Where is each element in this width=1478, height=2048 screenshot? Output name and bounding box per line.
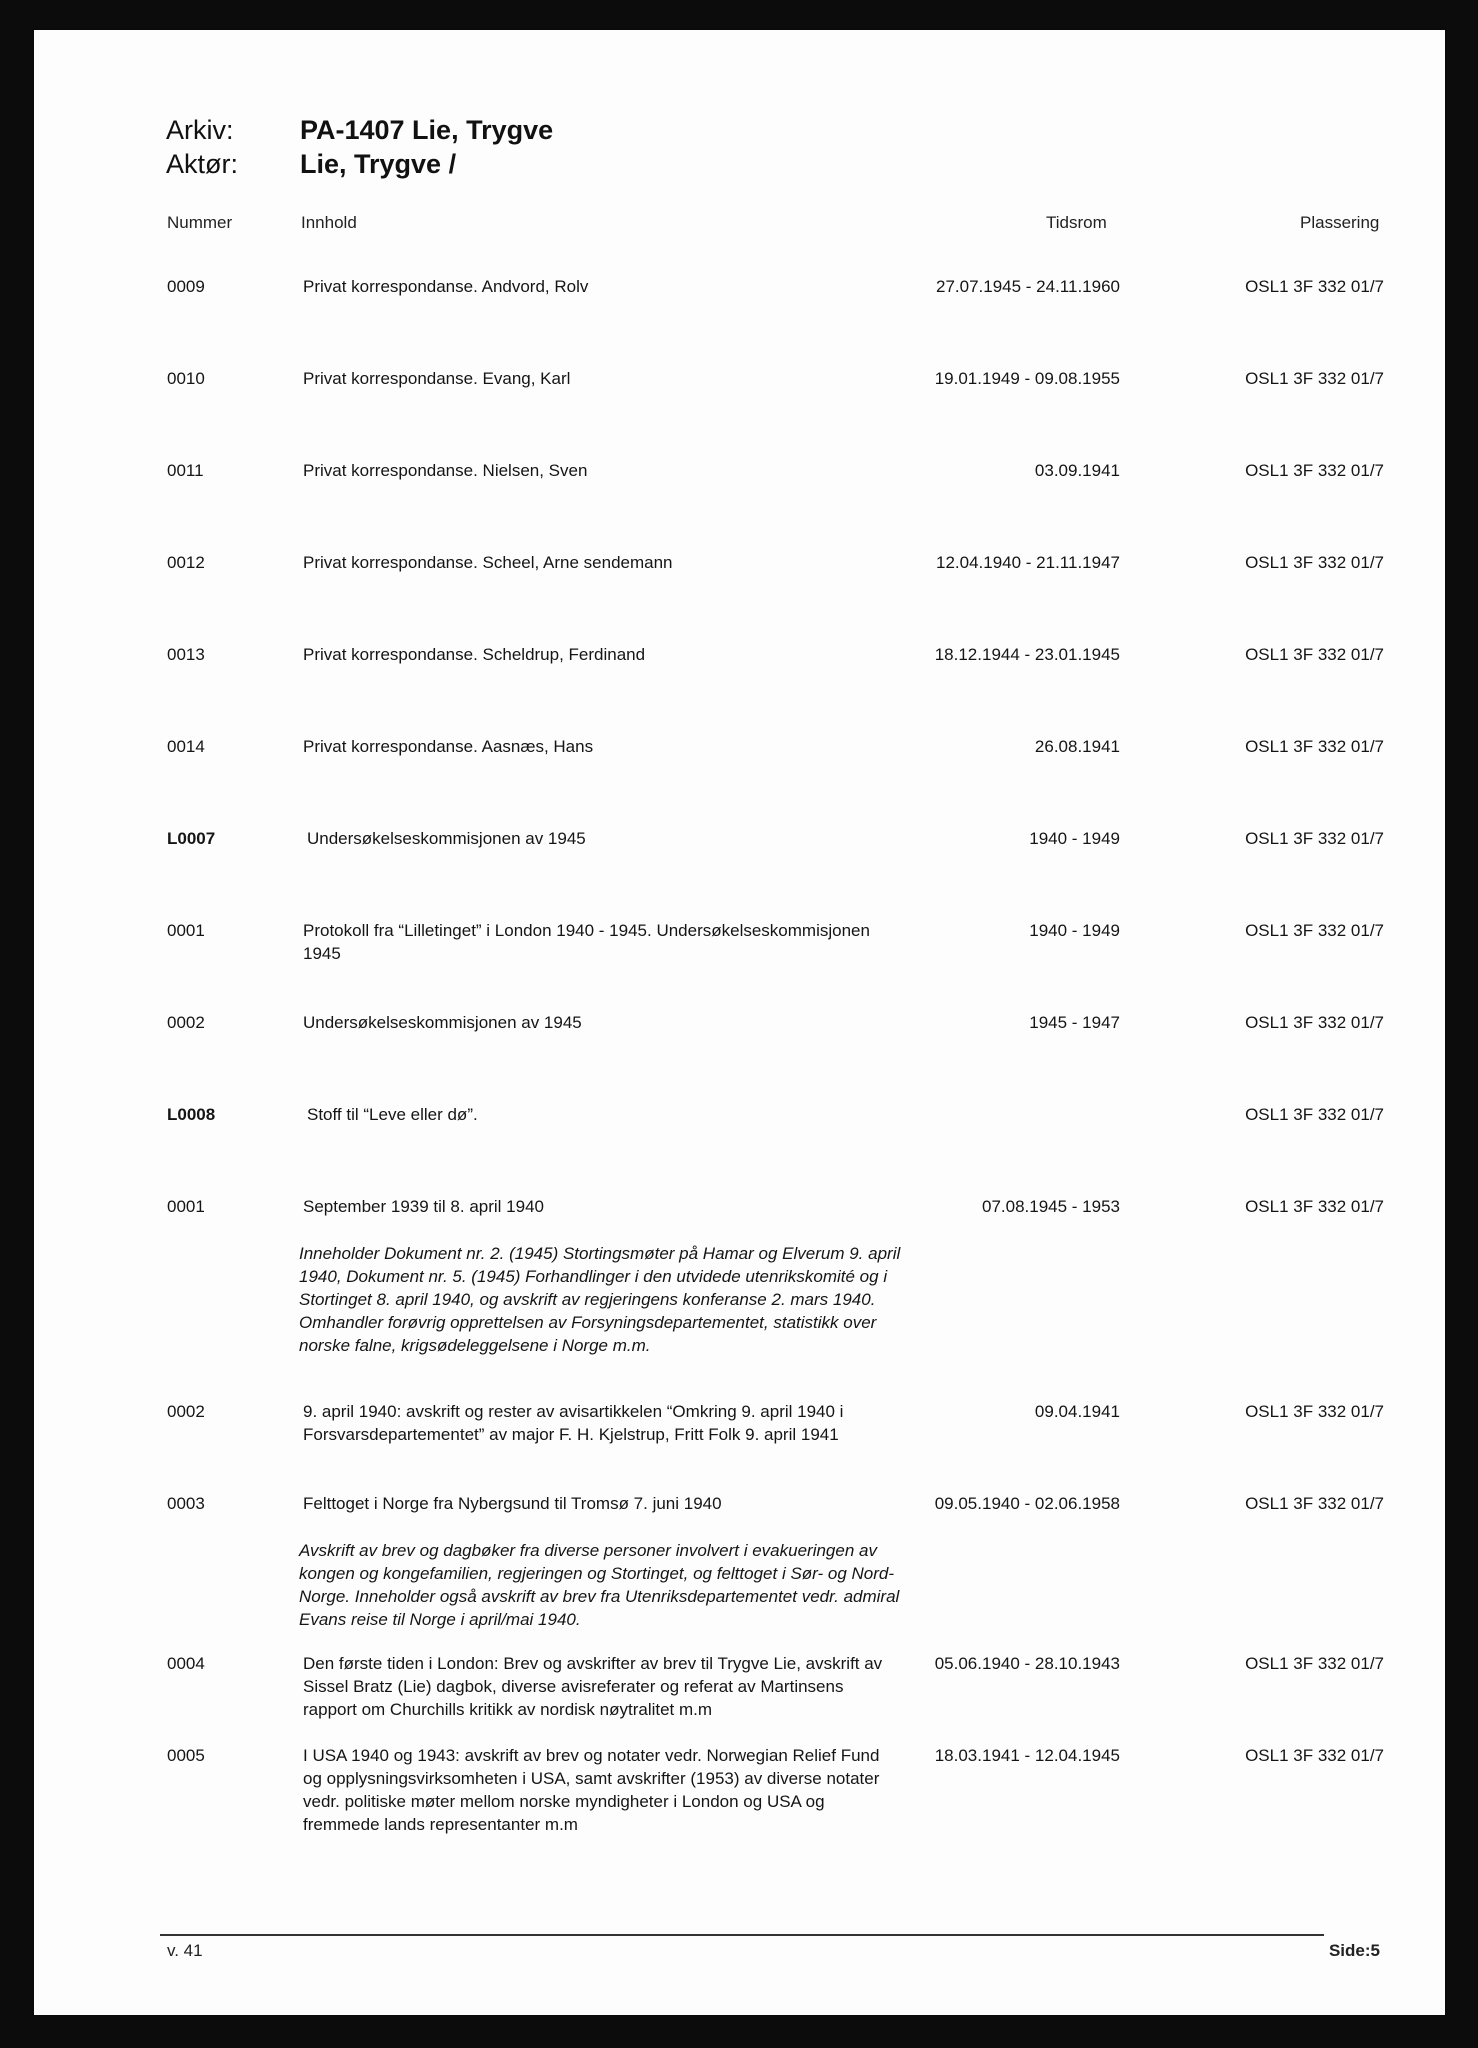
row-plassering: OSL1 3F 332 01/7	[1245, 1494, 1384, 1513]
footer-divider	[160, 1934, 1324, 1936]
row-innhold: Protokoll fra “Lilletinget” i London 1940 - 1945. Undersøkelseskommisjonen 1945	[303, 921, 870, 963]
row-tidsrom: 27.07.1945 - 24.11.1960	[935, 277, 1120, 296]
row-innhold: Privat korrespondanse. Aasnæs, Hans	[303, 737, 594, 756]
column-header-nummer: Nummer	[167, 213, 233, 232]
row-innhold: Den første tiden i London: Brev og avskrifter av brev til Trygve Lie, avskrift av Sissel Bratz (Lie) dagbok, diverse avisreferater og referat av Martinsens rapport om Churchills kritikk av nordisk nøytralitet m.m	[303, 1654, 883, 1719]
row-tidsrom: 1940 - 1949	[1029, 829, 1120, 848]
row-tidsrom: 26.08.1941	[1034, 737, 1120, 756]
row-innhold: September 1939 til 8. april 1940	[303, 1197, 544, 1216]
row-nummer: 0011	[167, 461, 204, 480]
row-plassering: OSL1 3F 332 01/7	[1245, 829, 1384, 848]
row-plassering: OSL1 3F 332 01/7	[1245, 1402, 1384, 1421]
row-innhold: Privat korrespondanse. Evang, Karl	[303, 369, 571, 388]
footer-version: v. 41	[167, 1941, 203, 1960]
row-nummer: 0005	[167, 1746, 205, 1765]
row-nummer: 0003	[167, 1494, 205, 1513]
footer-page-number: Side:5	[1328, 1941, 1380, 1960]
row-tidsrom: 19.01.1949 - 09.08.1955	[934, 369, 1120, 388]
column-header-innhold: Innhold	[301, 213, 357, 232]
row-plassering: OSL1 3F 332 01/7	[1245, 553, 1384, 572]
row-nummer: 0001	[167, 1197, 205, 1216]
row-plassering: OSL1 3F 332 01/7	[1245, 1746, 1384, 1765]
row-tidsrom: 1945 - 1947	[1029, 1013, 1120, 1032]
document-page	[34, 30, 1445, 2015]
row-innhold: Privat korrespondanse. Scheldrup, Ferdinand	[303, 645, 646, 664]
row-plassering: OSL1 3F 332 01/7	[1245, 1654, 1384, 1673]
row-plassering: OSL1 3F 332 01/7	[1245, 921, 1384, 940]
row-innhold: Felttoget i Norge fra Nybergsund til Tromsø 7. juni 1940	[303, 1494, 722, 1513]
row-tidsrom: 07.08.1945 - 1953	[981, 1197, 1120, 1216]
row-plassering: OSL1 3F 332 01/7	[1245, 1105, 1384, 1124]
row-nummer: 0002	[167, 1013, 205, 1032]
row-nummer: 0010	[167, 369, 205, 388]
column-header-tidsrom: Tidsrom	[1046, 213, 1107, 232]
row-tidsrom: 1940 - 1949	[1029, 921, 1120, 940]
row-tidsrom: 18.03.1941 - 12.04.1945	[934, 1746, 1120, 1765]
row-plassering: OSL1 3F 332 01/7	[1245, 737, 1384, 756]
row-innhold: Privat korrespondanse. Andvord, Rolv	[303, 277, 589, 296]
row-tidsrom: 03.09.1941	[1034, 461, 1120, 480]
row-plassering: OSL1 3F 332 01/7	[1245, 1013, 1384, 1032]
arkiv-value: PA-1407 Lie, Trygve	[300, 115, 554, 145]
row-tidsrom: 09.05.1940 - 02.06.1958	[934, 1494, 1120, 1513]
arkiv-label: Arkiv:	[166, 115, 234, 145]
row-tidsrom: 18.12.1944 - 23.01.1945	[934, 645, 1120, 664]
row-innhold: 9. april 1940: avskrift og rester av avisartikkelen “Omkring 9. april 1940 i Forsvarsdepartementet” av major F. H. Kjelstrup, Fritt Folk 9. april 1941	[303, 1402, 844, 1444]
row-nummer: 0012	[167, 553, 205, 572]
row-tidsrom: 05.06.1940 - 28.10.1943	[934, 1654, 1120, 1673]
row-innhold: Undersøkelseskommisjonen av 1945	[303, 1013, 582, 1032]
row-plassering: OSL1 3F 332 01/7	[1245, 461, 1384, 480]
column-header-plassering: Plassering	[1300, 213, 1380, 232]
row-nummer: 0004	[167, 1654, 205, 1673]
row-nummer: 0013	[167, 645, 205, 664]
row-nummer: L0007	[167, 829, 216, 848]
row-note: Avskrift av brev og dagbøker fra diverse personer involvert i evakueringen av kongen og kongefamilien, regjeringen og Stortinget, og felttoget i Sør- og Nord-Norge. Inneholder også avskrift av brev fra Utenriksdepartementet vedr. admiral Evans reise til Norge i april/mai 1940.	[299, 1541, 900, 1629]
row-innhold: Stoff til “Leve eller dø”.	[307, 1105, 478, 1124]
row-plassering: OSL1 3F 332 01/7	[1245, 369, 1384, 388]
row-innhold: Privat korrespondanse. Scheel, Arne sendemann	[303, 553, 673, 572]
row-nummer: 0002	[167, 1402, 205, 1421]
row-note: Inneholder Dokument nr. 2. (1945) Stortingsmøter på Hamar og Elverum 9. april 1940, Dokument nr. 5. (1945) Forhandlinger i den utvidede utenrikskomité og i Stortinget 8. april 1940, og avskrift av regjeringens konferanse 2. mars 1940. Omhandler forøvrig opprettelsen av Forsyningsdepartementet, statistikk over norske falne, krigsødeleggelsene i Norge m.m.	[299, 1244, 901, 1355]
row-tidsrom: 09.04.1941	[1034, 1402, 1120, 1421]
row-innhold: Privat korrespondanse. Nielsen, Sven	[303, 461, 588, 480]
row-nummer: L0008	[167, 1105, 216, 1124]
row-innhold: I USA 1940 og 1943: avskrift av brev og notater vedr. Norwegian Relief Fund og opplysningsvirksomheten i USA, samt avskrifter (1953) av diverse notater vedr. politiske møter mellom norske myndigheter i London og USA og fremmede lands representanter m.m	[303, 1746, 880, 1834]
row-nummer: 0014	[167, 737, 205, 756]
row-innhold: Undersøkelseskommisjonen av 1945	[307, 829, 586, 848]
row-tidsrom: 12.04.1940 - 21.11.1947	[935, 553, 1120, 572]
row-nummer: 0009	[167, 277, 205, 296]
aktor-value: Lie, Trygve /	[300, 149, 457, 179]
row-plassering: OSL1 3F 332 01/7	[1245, 645, 1384, 664]
row-plassering: OSL1 3F 332 01/7	[1245, 277, 1384, 296]
row-nummer: 0001	[167, 921, 205, 940]
aktor-label: Aktør:	[166, 149, 238, 179]
row-plassering: OSL1 3F 332 01/7	[1245, 1197, 1384, 1216]
